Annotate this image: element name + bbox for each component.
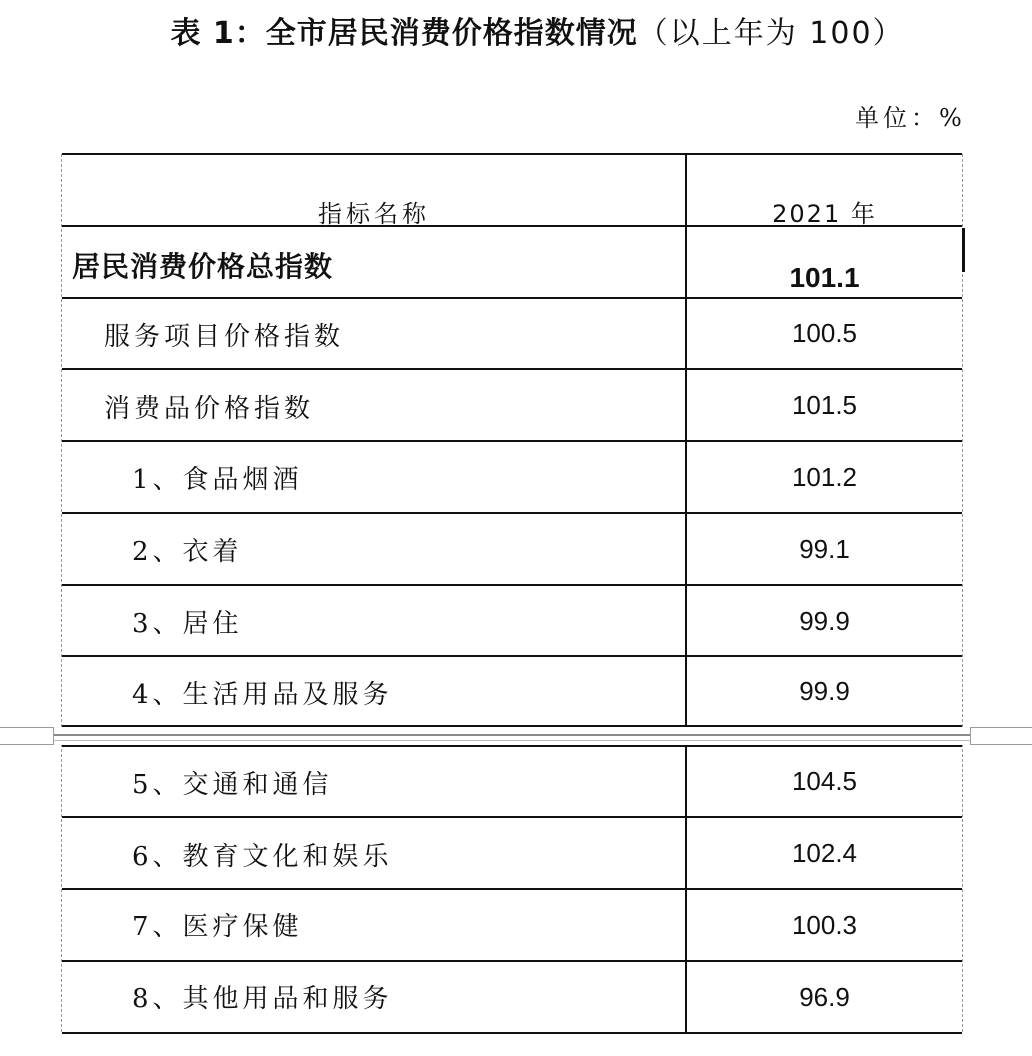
title-base-note: （以上年为 100）: [637, 16, 905, 51]
total-index-label: 居民消费价格总指数: [72, 250, 334, 283]
row-rule: [62, 745, 962, 747]
row-label: 1、食品烟酒: [132, 465, 303, 495]
unit-label: 单位：%: [855, 104, 966, 132]
text-cursor: [962, 228, 965, 272]
row-value: 100.5: [791, 318, 858, 348]
row-label: 消费品价格指数: [104, 394, 315, 424]
row-label: 服务项目价格指数: [104, 322, 345, 352]
page-break-marker: [970, 727, 1032, 745]
row-label: 7、医疗保健: [132, 912, 303, 942]
row-rule: [62, 888, 962, 890]
row-rule: [62, 584, 962, 586]
row-value: 96.9: [799, 982, 850, 1012]
row-rule: [62, 655, 962, 657]
row-label: 2、衣着: [132, 537, 243, 567]
row-label: 8、其他用品和服务: [132, 984, 393, 1014]
row-rule: [62, 297, 962, 299]
row-rule: [62, 440, 962, 442]
page-break-line: [0, 740, 1032, 741]
row-rule: [62, 368, 962, 370]
header-year: 2021 年: [772, 200, 877, 228]
total-index-value: 101.1: [789, 262, 860, 293]
row-rule: [62, 816, 962, 818]
row-value: 101.5: [791, 390, 858, 420]
document-title: [0, 8, 1032, 52]
row-rule: [62, 960, 962, 962]
row-rule: [62, 512, 962, 514]
row-label: 6、教育文化和娱乐: [132, 842, 393, 872]
row-value: 100.3: [791, 910, 858, 940]
row-value: 99.9: [799, 606, 850, 636]
row-value: 101.2: [791, 462, 858, 492]
row-label: 3、居住: [132, 609, 243, 639]
row-value: 102.4: [791, 838, 858, 868]
row-value: 104.5: [791, 766, 858, 796]
page-break-marker: [0, 727, 54, 745]
table-top-rule: [62, 153, 962, 155]
table-right-guide: [962, 154, 963, 1032]
page-break: [0, 727, 1032, 745]
row-value: 99.1: [799, 534, 850, 564]
row-value: 99.9: [799, 676, 850, 706]
page-break-line: [0, 734, 1032, 736]
title-main: 表 1：全市居民消费价格指数情况: [170, 16, 638, 51]
header-indicator-name: 指标名称: [318, 200, 430, 228]
row-label: 5、交通和通信: [132, 770, 333, 800]
table-bottom-rule: [62, 1032, 962, 1034]
row-label: 4、生活用品及服务: [132, 680, 393, 710]
table-left-guide: [61, 154, 62, 1032]
